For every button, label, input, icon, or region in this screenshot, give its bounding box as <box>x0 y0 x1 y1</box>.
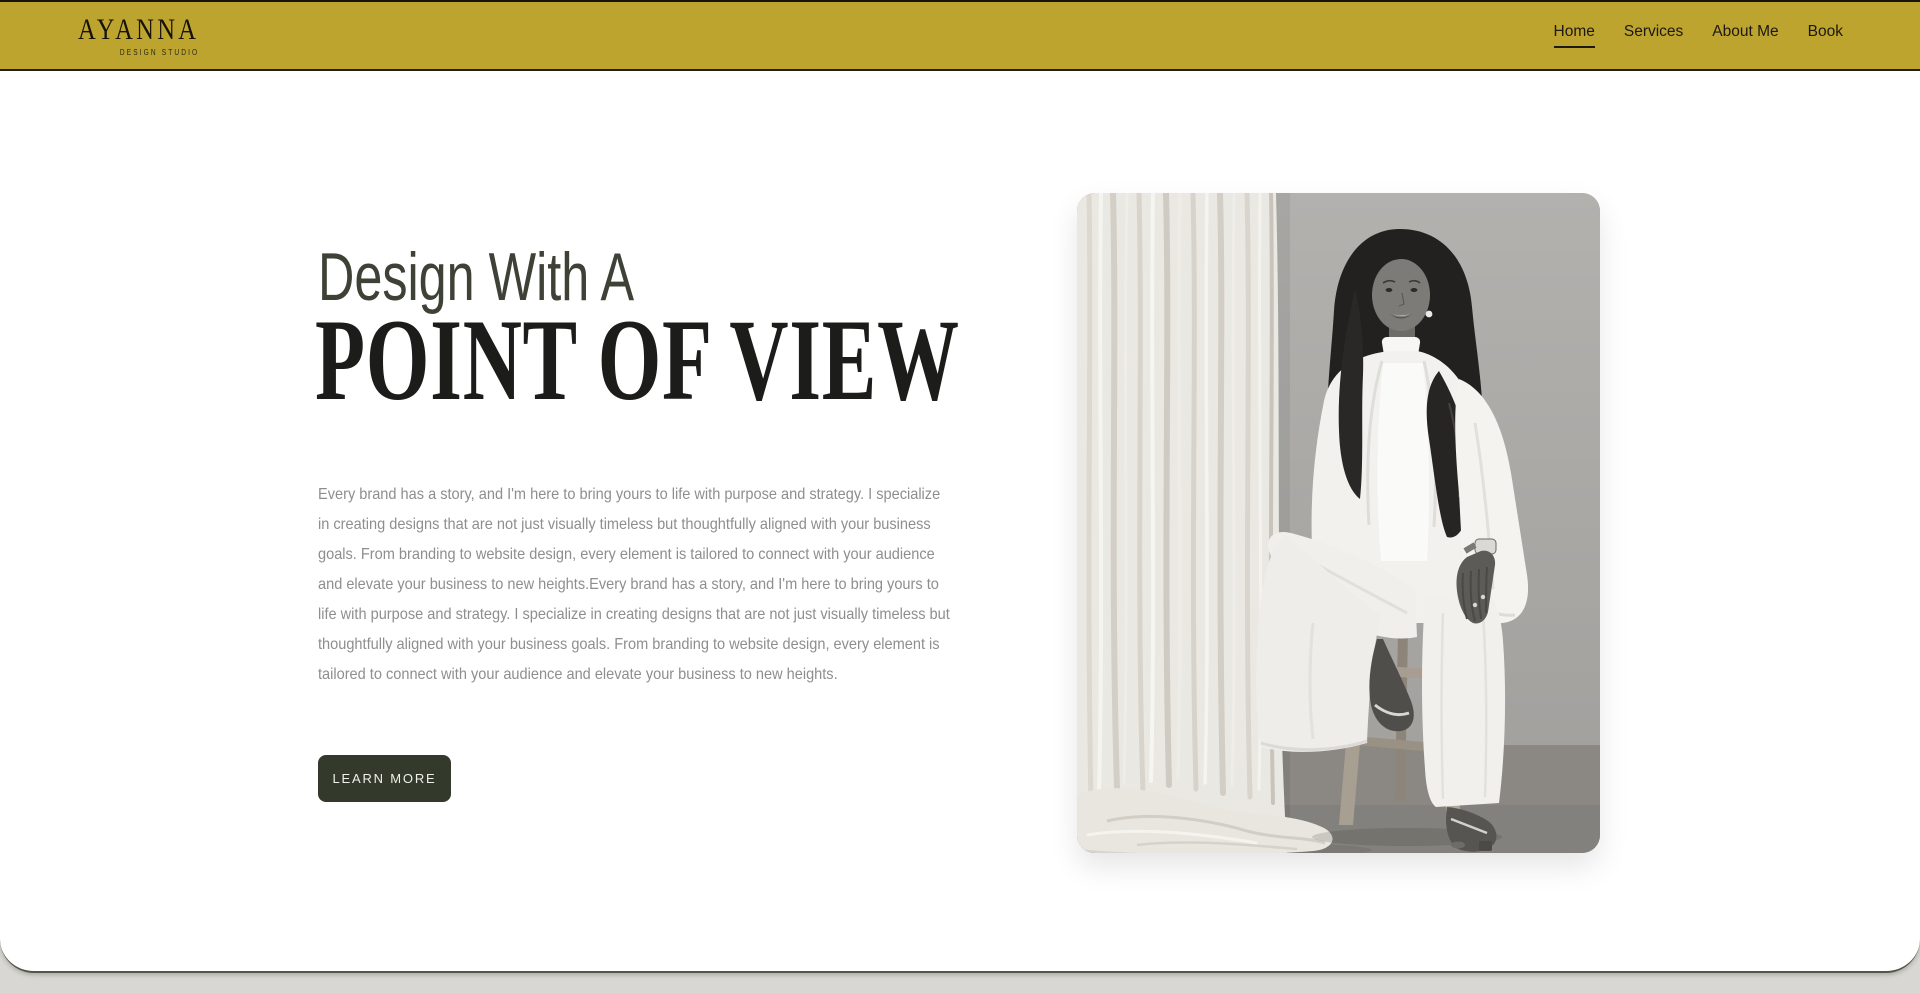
main-nav <box>1554 23 1844 48</box>
nav-item-services[interactable]: Services <box>1623 23 1684 40</box>
hero-paragraph: Every brand has a story, and I'm here to bring yours to life with purpose and strategy. I specialize in creating designs that are not just visually timeless but thoughtfully aligned with your business goals. From branding to website design, every element is tailored to connect with your audience and elevate your business to new heights.Every brand has a story, and I'm here to bring yours to life with purpose and strategy. I specialize in creating designs that are not just visually timeless but thoughtfully aligned with your business goals. From branding to website design, every element is tailored to connect with your audience and elevate your business to new heights. <box>318 486 950 683</box>
brand-tagline: DESIGN STUDIO <box>119 47 200 57</box>
hero-title-bold: POINT OF VIEW <box>315 296 960 425</box>
brand-logo[interactable] <box>78 12 200 57</box>
hero-photo-illustration <box>1077 193 1600 853</box>
nav-item-home[interactable]: Home <box>1554 23 1595 48</box>
brand-name: AYANNA <box>78 12 200 46</box>
nav-item-book[interactable]: Book <box>1807 23 1843 40</box>
nav-item-about-me[interactable]: About Me <box>1712 23 1779 40</box>
learn-more-button[interactable]: LEARN MORE <box>318 755 451 802</box>
hero-title-light: Design With A <box>318 239 635 315</box>
hero-photo <box>1077 193 1600 853</box>
header <box>0 0 1920 71</box>
